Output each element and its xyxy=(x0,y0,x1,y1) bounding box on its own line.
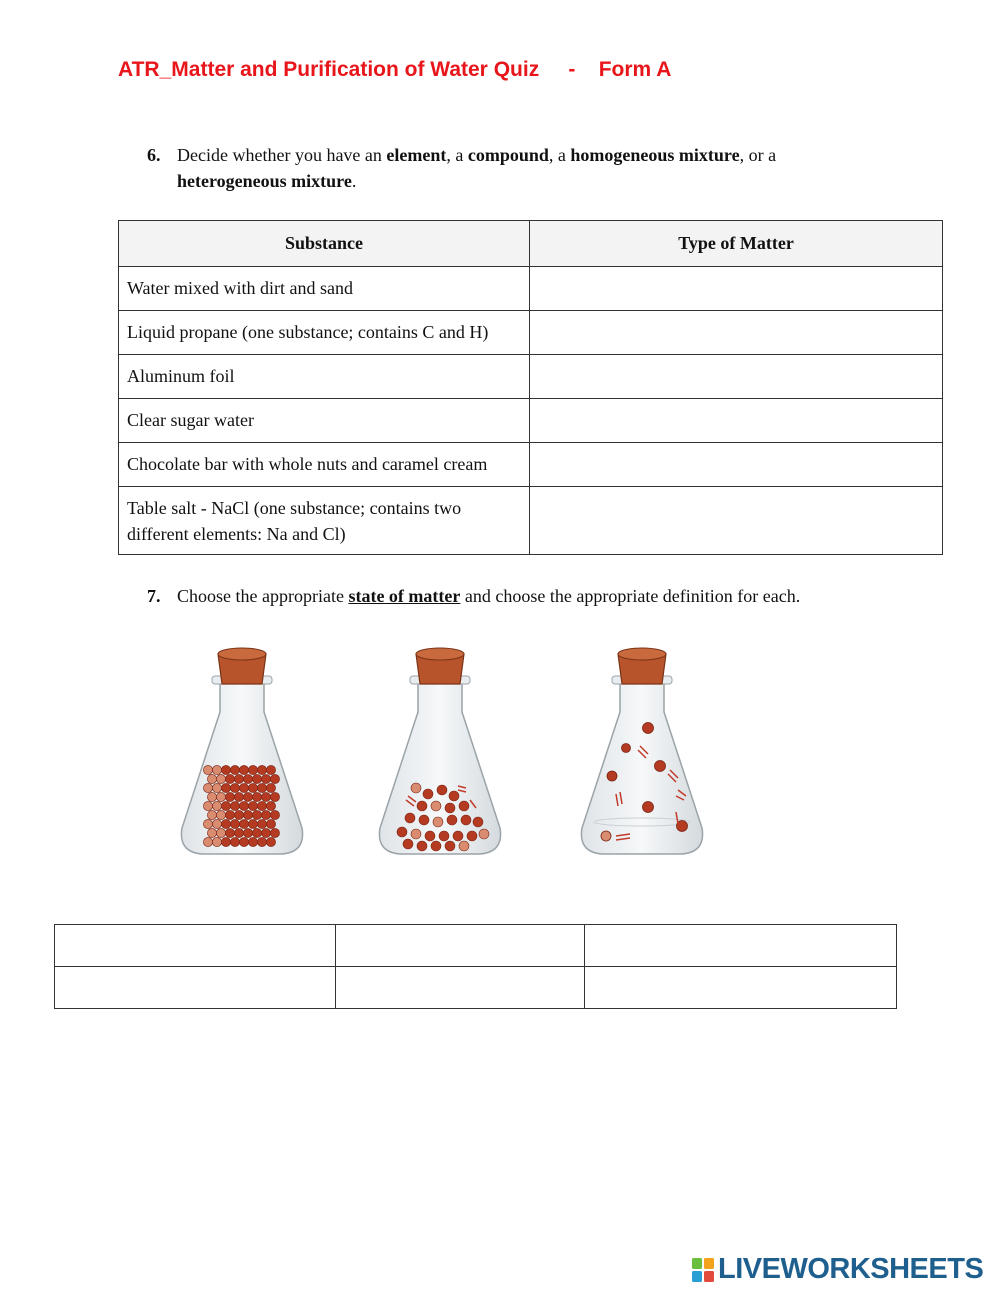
table-header-row xyxy=(119,221,943,267)
particle xyxy=(459,841,469,851)
table-row xyxy=(119,399,943,443)
particle xyxy=(230,837,239,846)
answer-input-2[interactable] xyxy=(530,311,943,355)
state-input-3[interactable] xyxy=(585,925,897,967)
particle xyxy=(248,819,257,828)
answer-table xyxy=(54,924,897,1009)
table-row xyxy=(119,443,943,487)
answer-input-3[interactable] xyxy=(530,355,943,399)
liveworksheets-icon xyxy=(692,1258,714,1282)
particle xyxy=(216,828,225,837)
particle xyxy=(203,801,212,810)
particle xyxy=(248,783,257,792)
particle xyxy=(207,774,216,783)
particle xyxy=(252,774,261,783)
particle xyxy=(207,828,216,837)
particle xyxy=(234,828,243,837)
flask-liquid-icon xyxy=(370,640,510,870)
substance-cell: Chocolate bar with whole nuts and caramel cream xyxy=(119,443,530,487)
answer-input-4[interactable] xyxy=(530,399,943,443)
particle xyxy=(411,829,421,839)
particle xyxy=(248,765,257,774)
particle xyxy=(243,828,252,837)
substance-cell: Aluminum foil xyxy=(119,355,530,399)
particle xyxy=(221,801,230,810)
particle xyxy=(243,774,252,783)
substance-cell: Liquid propane (one substance; contains C and H) xyxy=(119,311,530,355)
particle xyxy=(270,792,279,801)
particle xyxy=(403,839,413,849)
particle xyxy=(405,813,415,823)
particle xyxy=(221,765,230,774)
particle xyxy=(252,828,261,837)
answer-input-5[interactable] xyxy=(530,443,943,487)
particle xyxy=(449,791,459,801)
particle xyxy=(239,801,248,810)
particle xyxy=(234,774,243,783)
particle xyxy=(417,801,427,811)
particle xyxy=(467,831,477,841)
particle xyxy=(461,815,471,825)
flask-gas-icon xyxy=(572,640,712,870)
definition-input-2[interactable] xyxy=(336,967,585,1009)
particle xyxy=(411,783,421,793)
particle xyxy=(212,819,221,828)
particle xyxy=(248,837,257,846)
particle xyxy=(225,774,234,783)
particle xyxy=(433,817,443,827)
particle xyxy=(419,815,429,825)
table-row xyxy=(55,925,897,967)
particle xyxy=(257,765,266,774)
particle xyxy=(216,792,225,801)
particle xyxy=(212,837,221,846)
particle xyxy=(239,765,248,774)
table-row xyxy=(55,967,897,1009)
particle xyxy=(230,819,239,828)
answer-input-6[interactable] xyxy=(530,487,943,555)
particle xyxy=(216,810,225,819)
particle xyxy=(270,828,279,837)
particle xyxy=(225,828,234,837)
particle xyxy=(207,810,216,819)
substance-table xyxy=(118,220,943,555)
question-number: 6. xyxy=(147,145,161,165)
particle xyxy=(212,765,221,774)
particle xyxy=(203,783,212,792)
particle xyxy=(257,819,266,828)
particle xyxy=(212,783,221,792)
particle xyxy=(266,819,275,828)
particle xyxy=(203,765,212,774)
particle xyxy=(266,783,275,792)
liveworksheets-logo xyxy=(692,1253,983,1286)
substance-cell: Water mixed with dirt and sand xyxy=(119,267,530,311)
particle xyxy=(243,810,252,819)
particle xyxy=(397,827,407,837)
particle xyxy=(261,792,270,801)
particle xyxy=(216,774,225,783)
page-title: ATR_Matter and Purification of Water Quiz - Form A xyxy=(118,58,672,81)
particle xyxy=(261,828,270,837)
state-input-2[interactable] xyxy=(336,925,585,967)
definition-input-1[interactable] xyxy=(55,967,336,1009)
particle xyxy=(230,783,239,792)
particle xyxy=(207,792,216,801)
particle xyxy=(239,819,248,828)
particle xyxy=(431,801,441,811)
table-row xyxy=(119,487,943,555)
state-input-1[interactable] xyxy=(55,925,336,967)
particle xyxy=(230,801,239,810)
particle xyxy=(225,810,234,819)
particle xyxy=(239,837,248,846)
header-type-of-matter: Type of Matter xyxy=(530,221,943,267)
particle xyxy=(425,831,435,841)
particle xyxy=(221,783,230,792)
particle xyxy=(234,792,243,801)
particle xyxy=(453,831,463,841)
particle xyxy=(445,803,455,813)
particle xyxy=(459,801,469,811)
particle xyxy=(447,815,457,825)
table-row xyxy=(119,267,943,311)
particle xyxy=(221,819,230,828)
substance-cell: Table salt - NaCl (one substance; contains two different elements: Na and Cl) xyxy=(119,487,530,555)
particle xyxy=(243,792,252,801)
particle xyxy=(261,774,270,783)
particle xyxy=(270,774,279,783)
particle xyxy=(212,801,221,810)
table-row xyxy=(119,355,943,399)
particle xyxy=(252,810,261,819)
question-6: 6. Decide whether you have an element, a compound, a homogeneous mixture, or a heterogeneous mixture. xyxy=(147,142,867,194)
particle xyxy=(423,789,433,799)
particle xyxy=(248,801,257,810)
particle xyxy=(266,765,275,774)
table-row xyxy=(119,311,943,355)
particle xyxy=(431,841,441,851)
answer-input-1[interactable] xyxy=(530,267,943,311)
particle xyxy=(225,792,234,801)
particle xyxy=(473,817,483,827)
question-number: 7. xyxy=(147,586,161,606)
particle xyxy=(270,810,279,819)
particle xyxy=(261,810,270,819)
particle xyxy=(221,837,230,846)
particle xyxy=(266,837,275,846)
substance-cell: Clear sugar water xyxy=(119,399,530,443)
particle xyxy=(257,801,266,810)
particle xyxy=(257,837,266,846)
particle xyxy=(437,785,447,795)
particle xyxy=(479,829,489,839)
particle xyxy=(239,783,248,792)
particle xyxy=(257,783,266,792)
particle xyxy=(266,801,275,810)
particle xyxy=(203,819,212,828)
definition-input-3[interactable] xyxy=(585,967,897,1009)
particle xyxy=(417,841,427,851)
particle xyxy=(230,765,239,774)
flask-solid-icon xyxy=(172,640,312,870)
header-substance: Substance xyxy=(119,221,530,267)
particle xyxy=(203,837,212,846)
particle xyxy=(439,831,449,841)
particle xyxy=(445,841,455,851)
logo-text: LIVEWORKSHEETS xyxy=(718,1253,984,1285)
question-7: 7. Choose the appropriate state of matter and choose the appropriate definition for each. xyxy=(147,583,907,609)
particle xyxy=(252,792,261,801)
particle xyxy=(234,810,243,819)
